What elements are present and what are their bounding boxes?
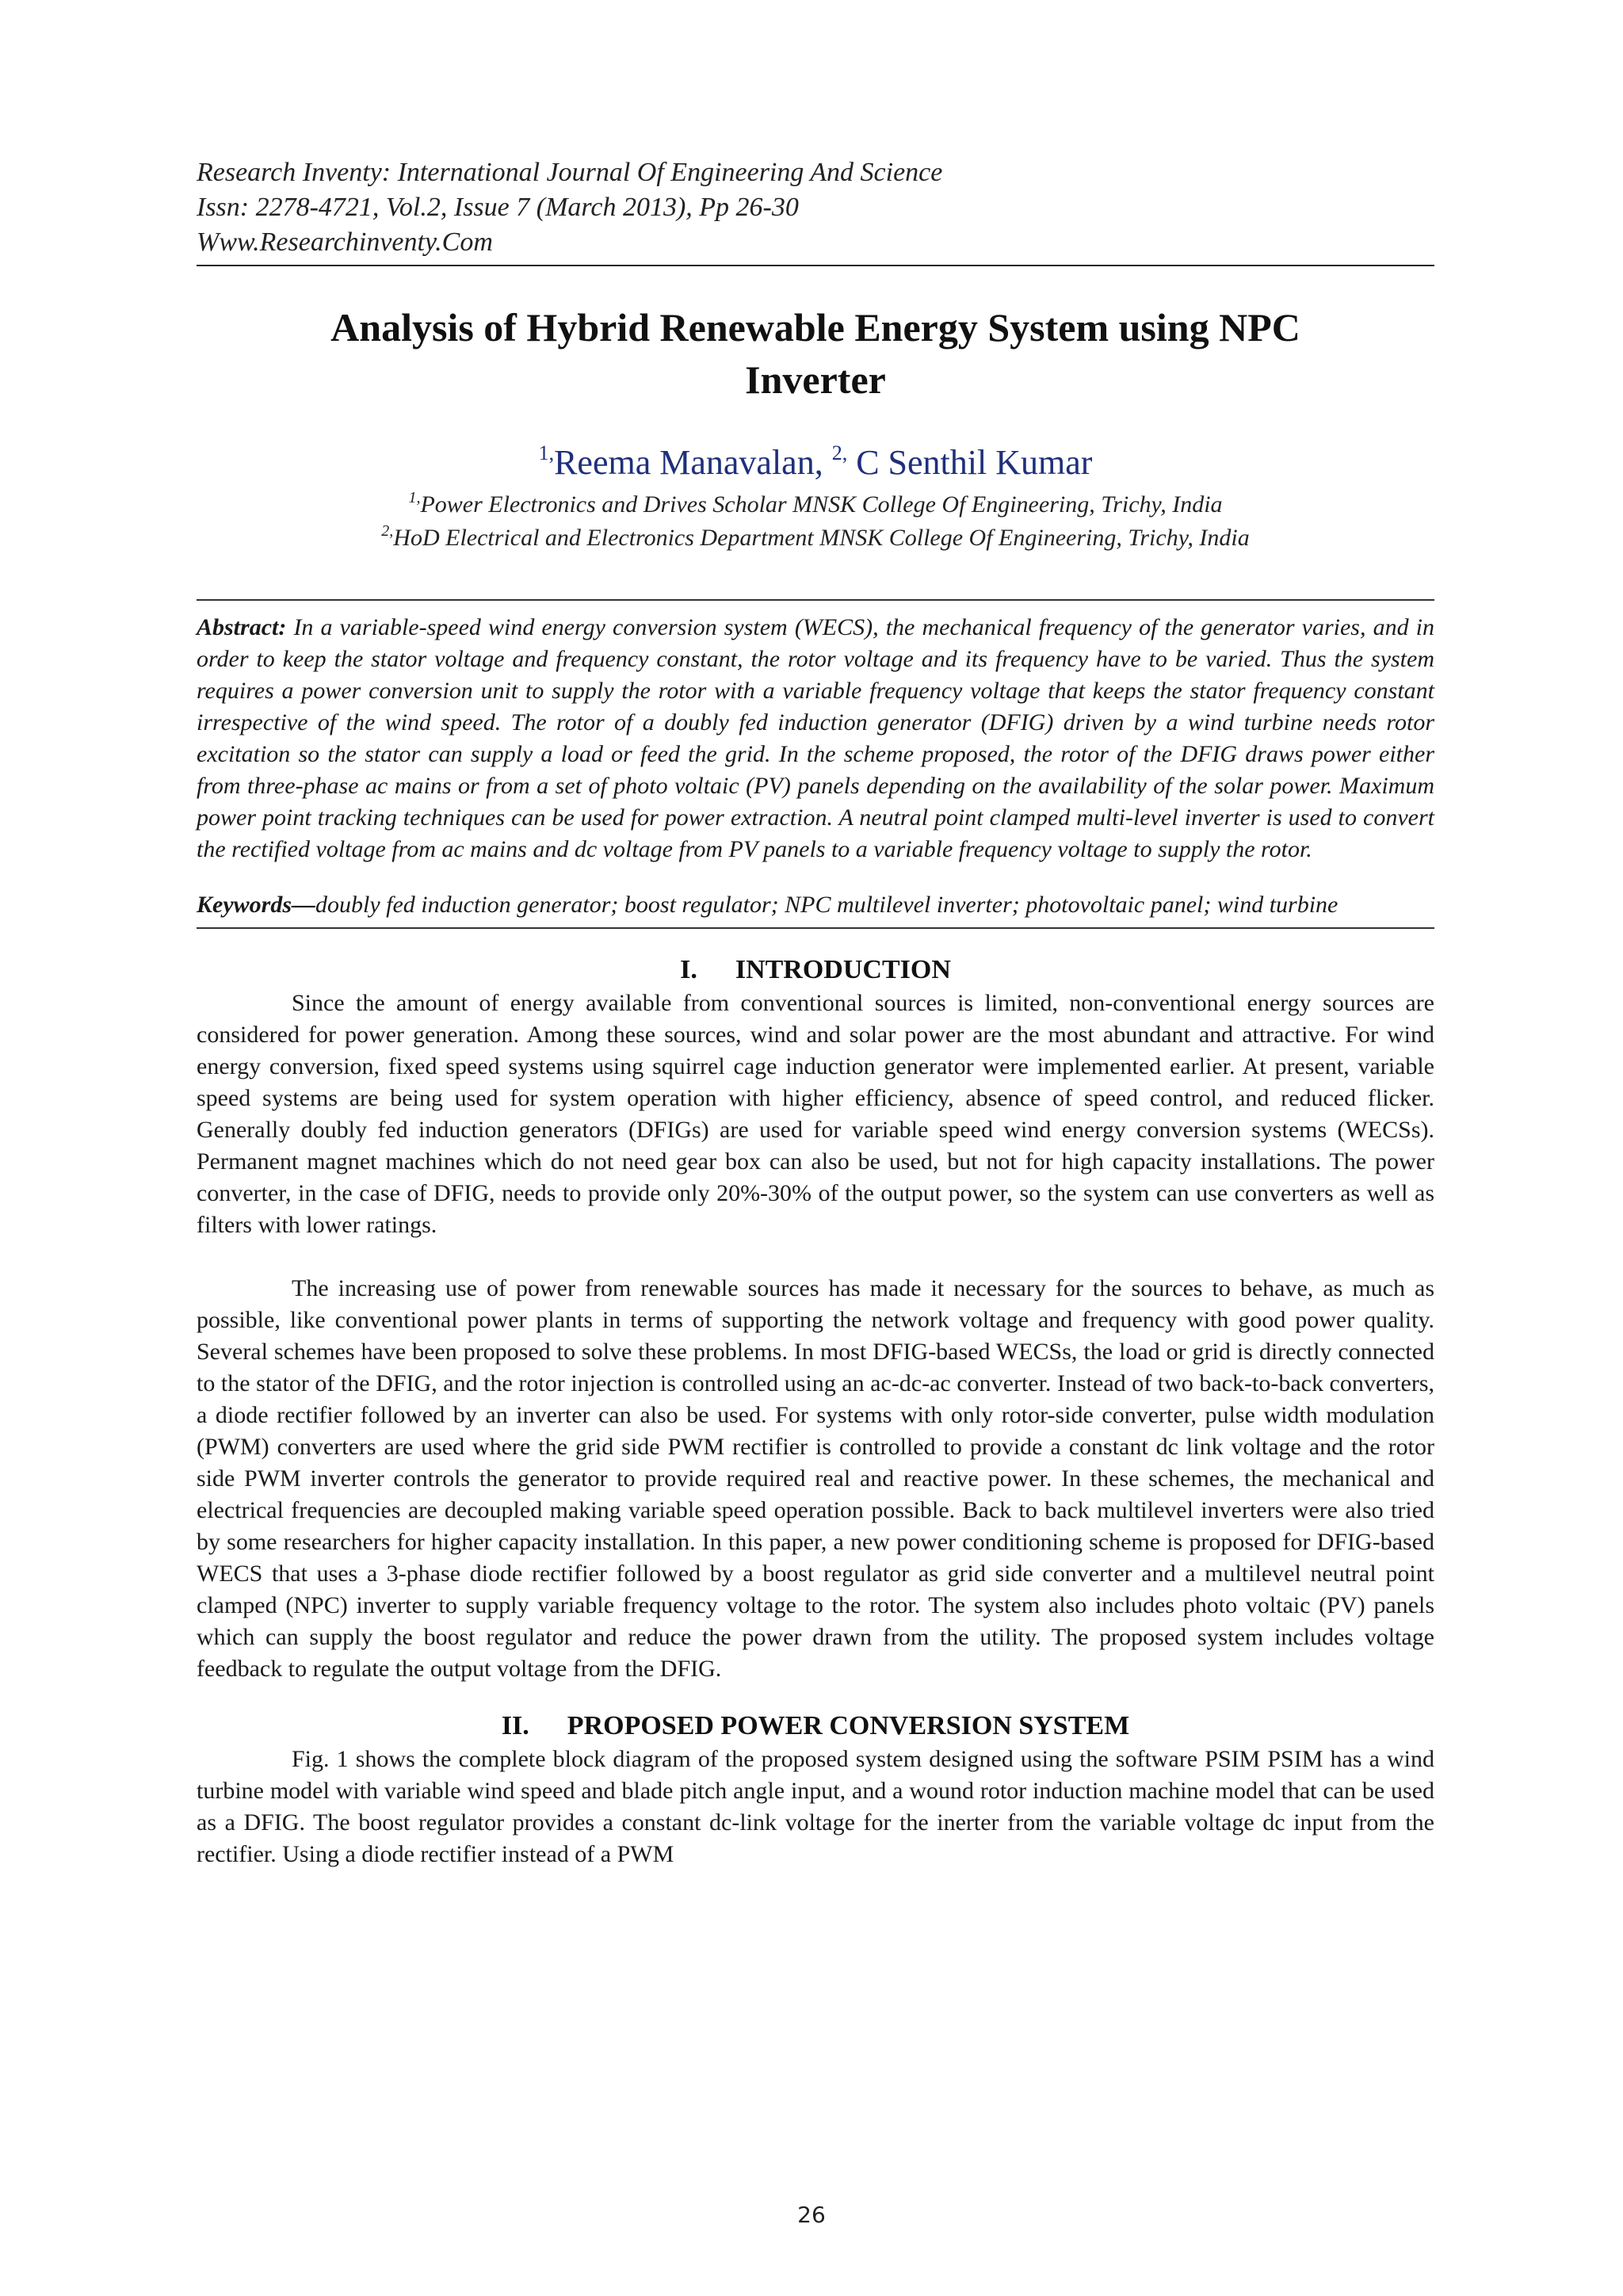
intro-paragraph-2: The increasing use of power from renewable sources has made it necessary for the sources to behave, as much as possible, like conventional power plants in terms of supporting the network voltage and frequency with good power quality. Several schemes have been proposed to solve these problems. In most DFIG-based WECSs, the load or grid is directly connected to the stator of the DFIG, and the rotor injection is controlled using an ac-dc-ac converter. Instead of two back-to-back converters, a diode rectifier followed by an inverter can also be used. For systems with only rotor-side converter, pulse width modulation (PWM) converters are used where the grid side PWM rectifier is controlled to provide a constant dc link voltage and the rotor side PWM inverter controls the generator to provide required real and reactive power. In these schemes, the mechanical and electrical frequencies are decoupled making variable speed operation possible. Back to back multilevel inverters were also tried by some researchers for higher capacity installation. In this paper, a new power conditioning scheme is proposed for DFIG-based WECS that uses a 3-phase diode rectifier followed by a boost regulator as grid side converter and a multilevel neutral point clamped (NPC) inverter to supply variable frequency voltage to the rotor. The system also includes photo voltaic (PV) panels which can supply the boost regulator and reduce the power drawn from the utility. The proposed system includes voltage feedback to regulate the output voltage from the DFIG. bbox=[197, 1275, 1434, 1682]
journal-issue: Issn: 2278-4721, Vol.2, Issue 7 (March 2013), Pp 26-30 bbox=[197, 193, 799, 222]
author-2-mark: 2, bbox=[831, 441, 848, 464]
proposed-paragraph-1: Fig. 1 shows the complete block diagram of the proposed system designed using the software PSIM PSIM has a wind turbine model with variable wind speed and blade pitch angle input, and a wound rotor induction machine model that can be used as a DFIG. The boost regulator provides a constant dc-link voltage for the inerter from the variable voltage dc input from the rectifier. Using a diode rectifier instead of a PWM bbox=[197, 1746, 1434, 1867]
affiliation-2-text: HoD Electrical and Electronics Department MNSK College Of Engineering, Trichy, India bbox=[393, 525, 1250, 551]
section-2-title: PROPOSED POWER CONVERSION SYSTEM bbox=[567, 1711, 1130, 1740]
journal-website: Www.Researchinventy.Com bbox=[197, 227, 493, 257]
title-line-1: Analysis of Hybrid Renewable Energy System using NPC bbox=[330, 305, 1300, 350]
paper-page bbox=[197, 155, 1434, 1870]
keywords-label: Keywords— bbox=[197, 892, 315, 918]
title-line-2: Inverter bbox=[745, 357, 886, 402]
author-1-name: Reema Manavalan, bbox=[554, 443, 823, 482]
keywords-text: doubly fed induction generator; boost regulator; NPC multilevel inverter; photovoltaic panel; wind turbine bbox=[315, 892, 1338, 918]
author-2-name: C Senthil Kumar bbox=[856, 443, 1093, 482]
affiliation-2-mark: 2, bbox=[381, 522, 394, 540]
page-number: 26 bbox=[797, 2202, 826, 2228]
section-heading-introduction bbox=[197, 953, 1434, 988]
affiliation-1-text: Power Electronics and Drives Scholar MNSK College Of Engineering, Trichy, India bbox=[420, 491, 1223, 518]
author-list bbox=[197, 441, 1434, 485]
affiliation-1 bbox=[197, 488, 1434, 521]
author-1-mark: 1, bbox=[538, 441, 555, 464]
affiliation-1-mark: 1, bbox=[408, 489, 421, 506]
keywords-rule bbox=[197, 927, 1434, 929]
section-1-title: INTRODUCTION bbox=[735, 955, 951, 984]
abstract-rule bbox=[197, 599, 1434, 601]
journal-name: Research Inventy: International Journal Of Engineering And Science bbox=[197, 158, 943, 187]
section-heading-proposed-system bbox=[197, 1709, 1434, 1744]
paper-title bbox=[197, 301, 1434, 406]
affiliation-2 bbox=[197, 521, 1434, 555]
abstract-label: Abstract: bbox=[197, 614, 287, 640]
abstract-text: In a variable-speed wind energy conversion system (WECS), the mechanical frequency of the generator varies, and in order to keep the stator voltage and frequency constant, the rotor voltage and its frequency have to be varied. Thus the system requires a power conversion unit to supply the rotor with a variable frequency voltage that keeps the stator frequency constant irrespective of the wind speed. The rotor of a doubly fed induction generator (DFIG) driven by a wind turbine needs rotor excitation so the stator can supply a load or feed the grid. In the scheme proposed, the rotor of the DFIG draws power either from three-phase ac mains or from a set of photo voltaic (PV) panels depending on the availability of the solar power. Maximum power point tracking techniques can be used for power extraction. A neutral point clamped multi-level inverter is used to convert the rectified voltage from ac mains and dc voltage from PV panels to a variable frequency voltage to supply the rotor. bbox=[197, 614, 1434, 862]
journal-header bbox=[197, 155, 1434, 260]
section-2-number: II. bbox=[501, 1711, 529, 1740]
keywords bbox=[197, 889, 1434, 921]
intro-paragraph-1: Since the amount of energy available from conventional sources is limited, non-conventional energy sources are considered for power generation. Among these sources, wind and solar power are the most abundant and attractive. For wind energy conversion, fixed speed systems using squirrel cage induction generator were implemented earlier. At present, variable speed systems are being used for system operation with higher efficiency, absence of speed control, and reduced flicker. Generally doubly fed induction generators (DFIGs) are used for variable speed wind energy conversion systems (WECSs). Permanent magnet machines which do not need gear box can also be used, but not for high capacity installations. The power converter, in the case of DFIG, needs to provide only 20%-30% of the output power, so the system can use converters as well as filters with lower ratings. bbox=[197, 990, 1434, 1238]
section-1-number: I. bbox=[680, 955, 697, 984]
abstract bbox=[197, 612, 1434, 865]
affiliations bbox=[197, 488, 1434, 555]
header-rule bbox=[197, 265, 1434, 266]
